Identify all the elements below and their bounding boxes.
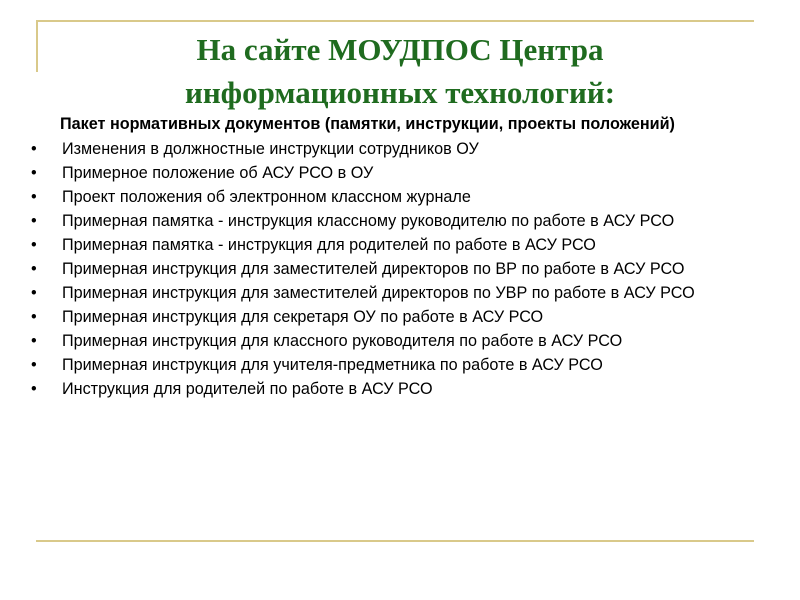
bullet-icon: •: [31, 260, 37, 278]
list-item: [28, 187, 778, 208]
list-item-text: Инструкция для родителей по работе в АСУ РСО: [62, 380, 433, 398]
list-item-text: Примерная памятка - инструкция для родителей по работе в АСУ РСО: [62, 236, 596, 254]
slide-title-line-1: На сайте МОУДПОС Центра: [196, 32, 604, 67]
bullet-icon: •: [31, 284, 37, 302]
list-item-text: Проект положения об электронном классном журнале: [62, 188, 471, 206]
bullet-icon: •: [31, 140, 37, 158]
list-item-text: Примерная инструкция для секретаря ОУ по работе в АСУ РСО: [62, 308, 544, 326]
list-item: [28, 379, 778, 400]
bullet-icon: •: [31, 356, 37, 374]
list-item-text: Примерное положение об АСУ РСО в ОУ: [62, 164, 374, 182]
list-item-text: Примерная инструкция для заместителей директоров по ВР по работе в АСУ РСО: [62, 260, 685, 278]
bullet-icon: •: [31, 308, 37, 326]
bullet-icon: •: [31, 332, 37, 350]
document-list: [28, 139, 778, 400]
list-item: [28, 163, 778, 184]
list-item: [28, 211, 778, 232]
list-item-text: Изменения в должностные инструкции сотрудников ОУ: [62, 140, 479, 158]
left-decorative-rule: [36, 20, 38, 72]
list-item: [28, 235, 778, 256]
intro-paragraph: Пакет нормативных документов (памятки, инструкции, проекты положений): [60, 115, 675, 133]
list-item-text: Примерная инструкция для заместителей директоров по УВР по работе в АСУ РСО: [62, 284, 695, 302]
bullet-icon: •: [31, 164, 37, 182]
slide-body: [28, 114, 778, 403]
list-item: [28, 307, 778, 328]
list-item: [28, 331, 778, 352]
slide-title-line-2: информационных технологий:: [184, 75, 616, 110]
list-item-text: Примерная инструкция для классного руководителя по работе в АСУ РСО: [62, 332, 623, 350]
list-item: [28, 139, 778, 160]
list-item: [28, 259, 778, 280]
bullet-icon: •: [31, 380, 37, 398]
bullet-icon: •: [31, 188, 37, 206]
slide-title: [60, 28, 740, 114]
list-item-text: Примерная инструкция для учителя-предметника по работе в АСУ РСО: [62, 356, 603, 374]
list-item: [28, 355, 778, 376]
bottom-decorative-rule: [36, 540, 754, 542]
list-item-text: Примерная памятка - инструкция классному руководителю по работе в АСУ РСО: [62, 212, 675, 230]
top-decorative-rule: [36, 20, 754, 22]
bullet-icon: •: [31, 236, 37, 254]
bullet-icon: •: [31, 212, 37, 230]
list-item: [28, 283, 778, 304]
